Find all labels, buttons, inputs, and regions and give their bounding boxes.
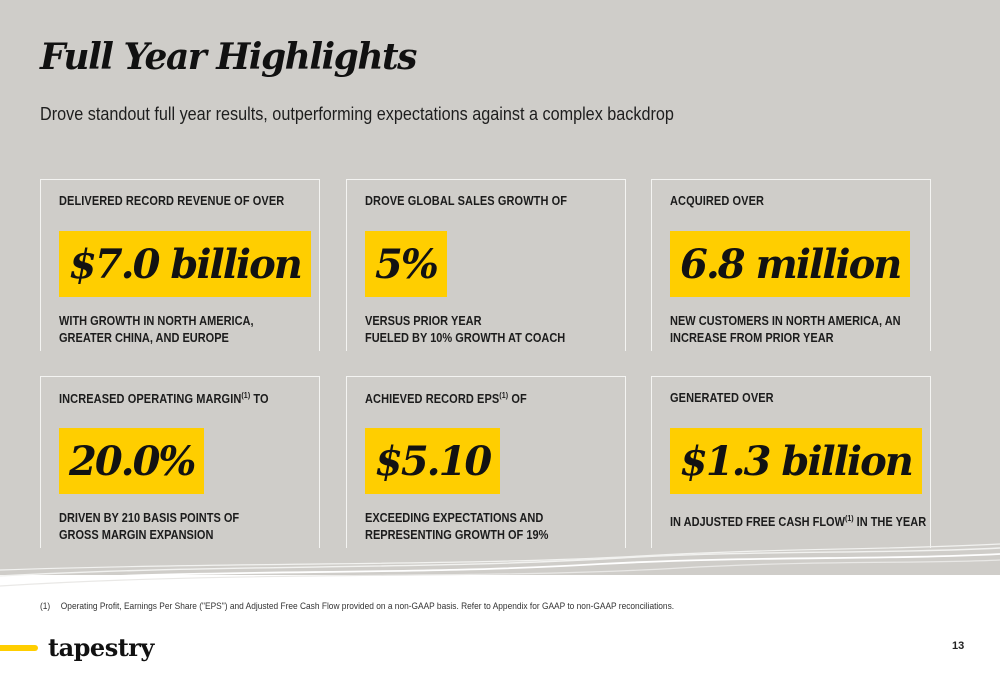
card-label-suffix: OF [508,392,527,407]
card-label-text: ACHIEVED RECORD EPS [365,392,500,407]
card-label [365,391,527,406]
card-desc-line: INCREASE FROM PRIOR YEAR [670,331,834,345]
decorative-wave-lines [0,540,1000,600]
metric-highlight [670,231,910,297]
slide-subtitle: Drove standout full year results, outperforming expectations against a complex backdrop [40,104,674,124]
card-description [365,313,565,347]
metric-value: 5% [375,240,437,288]
page-number: 13 [952,640,965,652]
highlight-card-sales-growth [346,179,626,351]
wave-line [0,548,1000,576]
metric-highlight [59,428,204,494]
footnote [40,601,674,612]
card-desc-line: FUELED BY 10% GROWTH AT COACH [365,331,566,345]
highlight-card-customers [651,179,931,351]
metric-value: 6.8 million [680,240,901,288]
metric-value: $7.0 billion [69,240,301,288]
footnote-marker: (1) [241,391,251,400]
tapestry-logo: tapestry [48,633,154,662]
card-description [365,510,548,544]
card-description [59,313,254,347]
card-label: DROVE GLOBAL SALES GROWTH OF [365,194,568,208]
card-desc-line: REPRESENTING GROWTH OF 19% [365,528,549,542]
highlight-card-revenue [40,179,320,351]
card-desc-line: GREATER CHINA, AND EUROPE [59,331,229,345]
metric-value: $1.3 billion [680,437,912,485]
card-desc-line: VERSUS PRIOR YEAR [365,314,482,328]
footnote-marker: (1) [499,391,509,400]
highlight-card-free-cash-flow [651,376,931,548]
footnote-marker: (1) [844,514,854,523]
brand-accent-bar [0,645,38,651]
card-desc-suffix: IN THE YEAR [853,515,927,530]
card-label [59,391,269,406]
metric-highlight [670,428,922,494]
highlight-card-eps [346,376,626,548]
footnote-text: Operating Profit, Earnings Per Share ("EPS") and Adjusted Free Cash Flow provided on a non-GAAP basis. Refer to Appendix for GAAP to non-GAAP reconciliations. [60,601,675,612]
card-label: GENERATED OVER [670,391,774,405]
card-label-text: INCREASED OPERATING MARGIN [59,392,242,407]
slide-title: Full Year Highlights [40,36,416,78]
metric-highlight [365,231,447,297]
card-label: DELIVERED RECORD REVENUE OF OVER [59,194,285,208]
card-description [670,510,926,531]
card-desc-line: GROSS MARGIN EXPANSION [59,528,214,542]
card-description [59,510,239,544]
highlight-card-operating-margin [40,376,320,548]
card-desc-line: EXCEEDING EXPECTATIONS AND [365,511,544,525]
card-desc-line [670,510,926,531]
card-desc-line: WITH GROWTH IN NORTH AMERICA, [59,314,254,328]
card-desc-line: DRIVEN BY 210 BASIS POINTS OF [59,511,240,525]
metric-highlight [59,231,311,297]
footnote-number: (1) [40,601,51,612]
card-description [670,313,901,347]
metric-value: 20.0% [69,437,195,485]
card-label: ACQUIRED OVER [670,194,765,208]
metric-highlight [365,428,500,494]
card-label-suffix: TO [250,392,269,407]
card-desc-line: NEW CUSTOMERS IN NORTH AMERICA, AN [670,314,901,328]
metric-value: $5.10 [375,437,491,485]
card-desc-text: IN ADJUSTED FREE CASH FLOW [670,515,845,530]
